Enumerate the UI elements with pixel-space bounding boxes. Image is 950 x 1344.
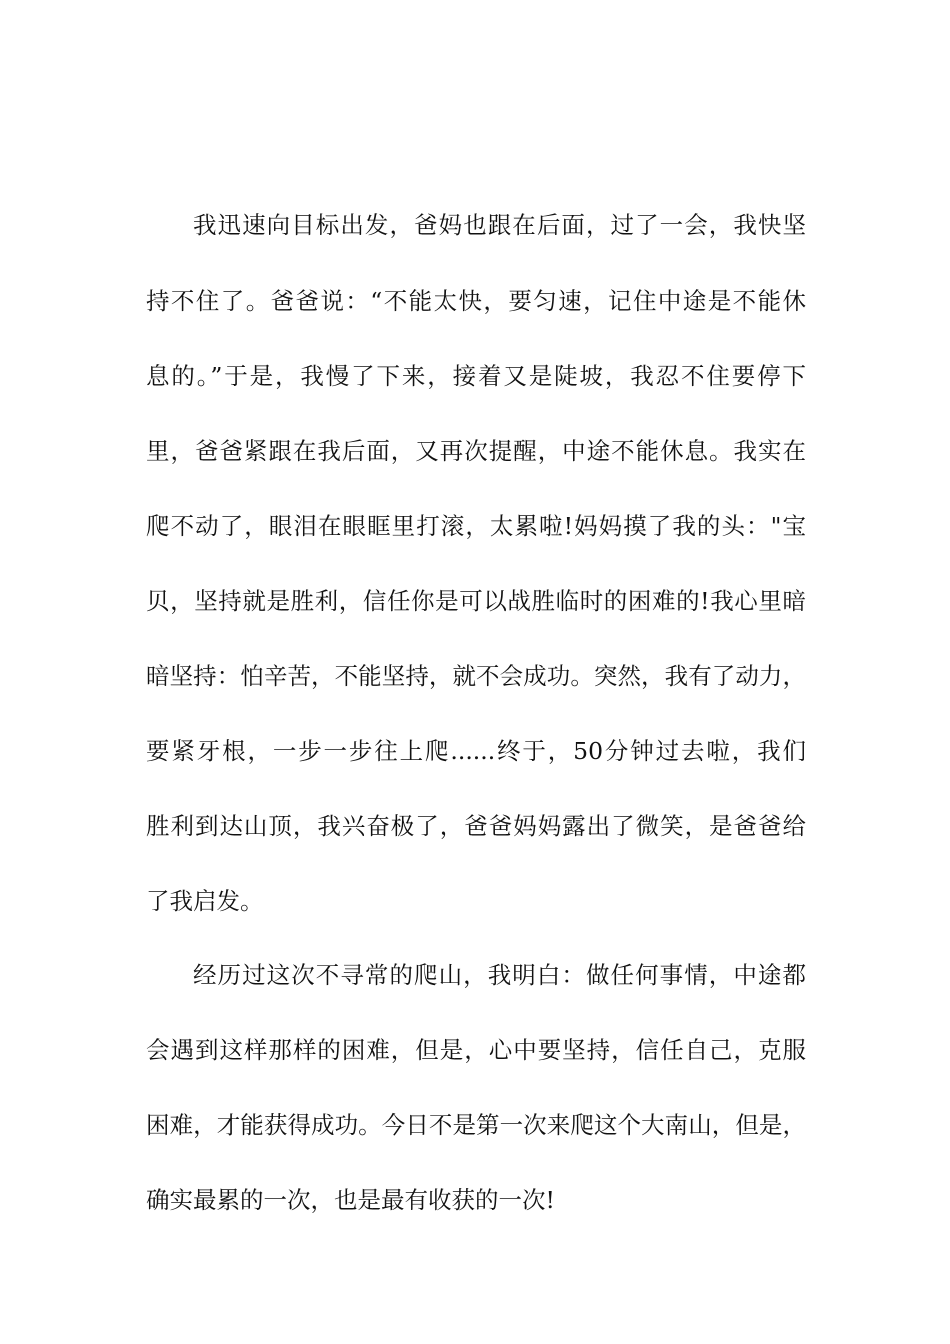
text-line: 贝，坚持就是胜利，信任你是可以战胜临时的困难的!我心里暗 [146, 587, 806, 615]
text-line: 我迅速向目标出发，爸妈也跟在后面，过了一会，我快坚 [193, 211, 806, 239]
text-line: 了我启发。 [146, 887, 264, 915]
text-line: 会遇到这样那样的困难，但是，心中要坚持，信任自己，克服 [146, 1036, 806, 1064]
text-line: 胜利到达山顶，我兴奋极了，爸爸妈妈露出了微笑，是爸爸给 [146, 812, 806, 840]
text-line: 息的。”于是，我慢了下来，接着又是陡坡，我忍不住要停下 [146, 362, 806, 390]
text-line: 里，爸爸紧跟在我后面，又再次提醒，中途不能休息。我实在 [146, 437, 806, 465]
text-line: 持不住了。爸爸说：“不能太快，要匀速，记住中途是不能休 [146, 287, 806, 315]
text-line: 经历过这次不寻常的爬山，我明白：做任何事情，中途都 [193, 961, 806, 989]
text-line: 确实最累的一次，也是最有收获的一次! [146, 1186, 555, 1214]
text-line: 暗坚持：怕辛苦，不能坚持，就不会成功。突然，我有了动力， [146, 662, 806, 690]
text-line: 要紧牙根，一步一步往上爬......终于，50分钟过去啦，我们 [146, 737, 806, 765]
text-line: 爬不动了，眼泪在眼眶里打滚，太累啦!妈妈摸了我的头："宝 [146, 512, 806, 540]
text-line: 困难，才能获得成功。今日不是第一次来爬这个大南山，但是， [146, 1111, 806, 1139]
